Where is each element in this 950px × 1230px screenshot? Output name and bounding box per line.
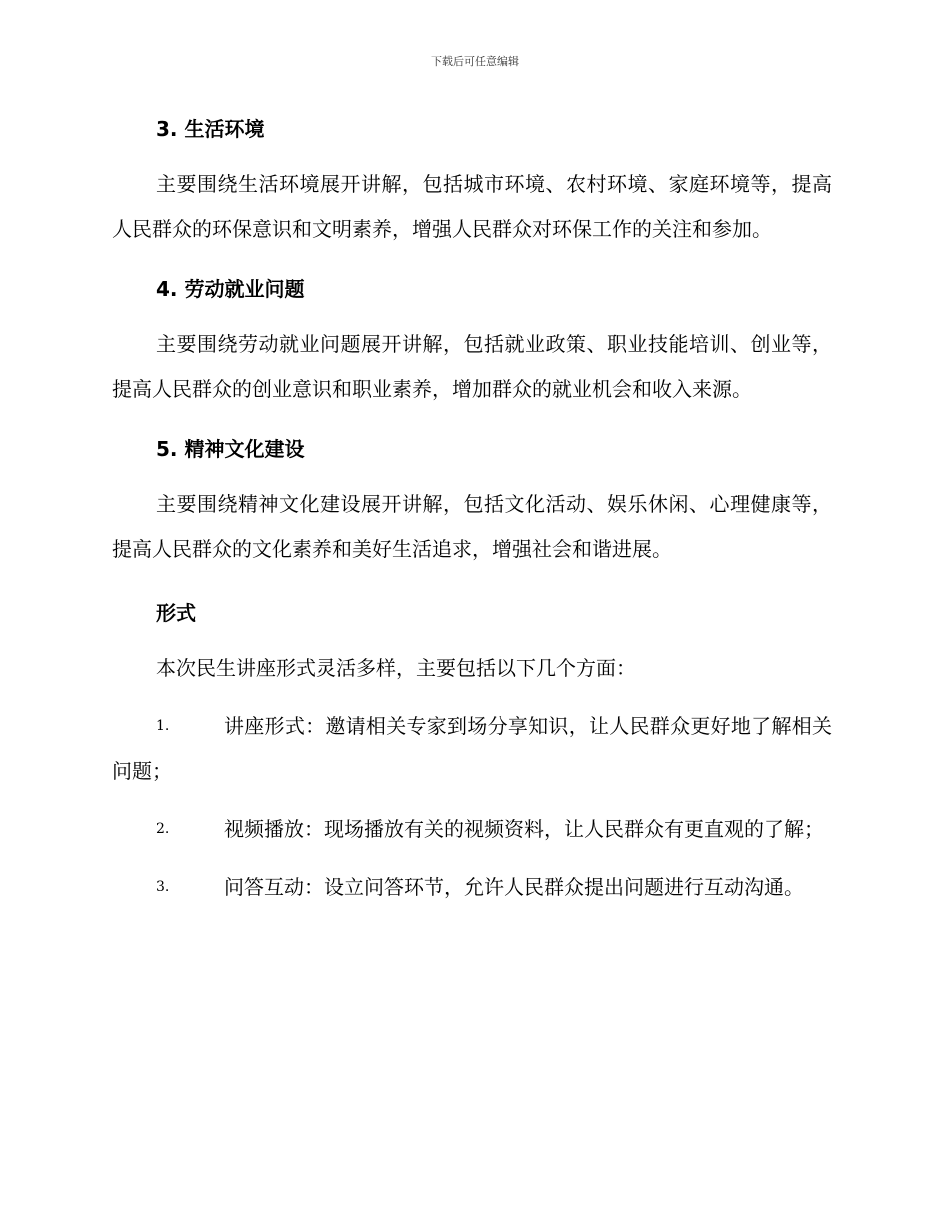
form-heading: 形式 bbox=[156, 601, 196, 625]
list-number: 1. bbox=[156, 718, 170, 734]
section-paragraph: 主要围绕精神文化建设展开讲解，包括文化活动、娱乐休闲、心理健康等，提高人民群众的文化素养和美好生活追求，增强社会和谐进展。 bbox=[112, 492, 832, 561]
list-item-text: 视频播放：现场播放有关的视频资料，让人民群众有更直观的了解； bbox=[224, 817, 824, 841]
list-number: 3. bbox=[156, 879, 170, 895]
section-heading: 4. 劳动就业问题 bbox=[156, 277, 305, 301]
list-item bbox=[112, 807, 832, 852]
list-item-text: 问答互动：设立问答环节，允许人民群众提出问题进行互动沟通。 bbox=[224, 875, 804, 899]
section-paragraph: 主要围绕劳动就业问题展开讲解，包括就业政策、职业技能培训、创业等，提高人民群众的创业意识和职业素养，增加群众的就业机会和收入来源。 bbox=[112, 332, 832, 401]
section-heading: 3. 生活环境 bbox=[156, 117, 265, 141]
section-heading: 5. 精神文化建设 bbox=[156, 437, 305, 461]
page-header: 下载后可任意编辑 bbox=[431, 55, 519, 68]
section-paragraph: 主要围绕生活环境展开讲解，包括城市环境、农村环境、家庭环境等，提高人民群众的环保意识和文明素养，增强人民群众对环保工作的关注和参加。 bbox=[112, 172, 832, 241]
list-item bbox=[112, 865, 832, 910]
list-number: 2. bbox=[156, 821, 170, 837]
list-item bbox=[112, 704, 832, 794]
document-body bbox=[112, 112, 832, 910]
form-intro: 本次民生讲座形式灵活多样，主要包括以下几个方面： bbox=[156, 656, 636, 680]
list-item-text: 讲座形式：邀请相关专家到场分享知识，让人民群众更好地了解相关问题； bbox=[112, 714, 832, 783]
